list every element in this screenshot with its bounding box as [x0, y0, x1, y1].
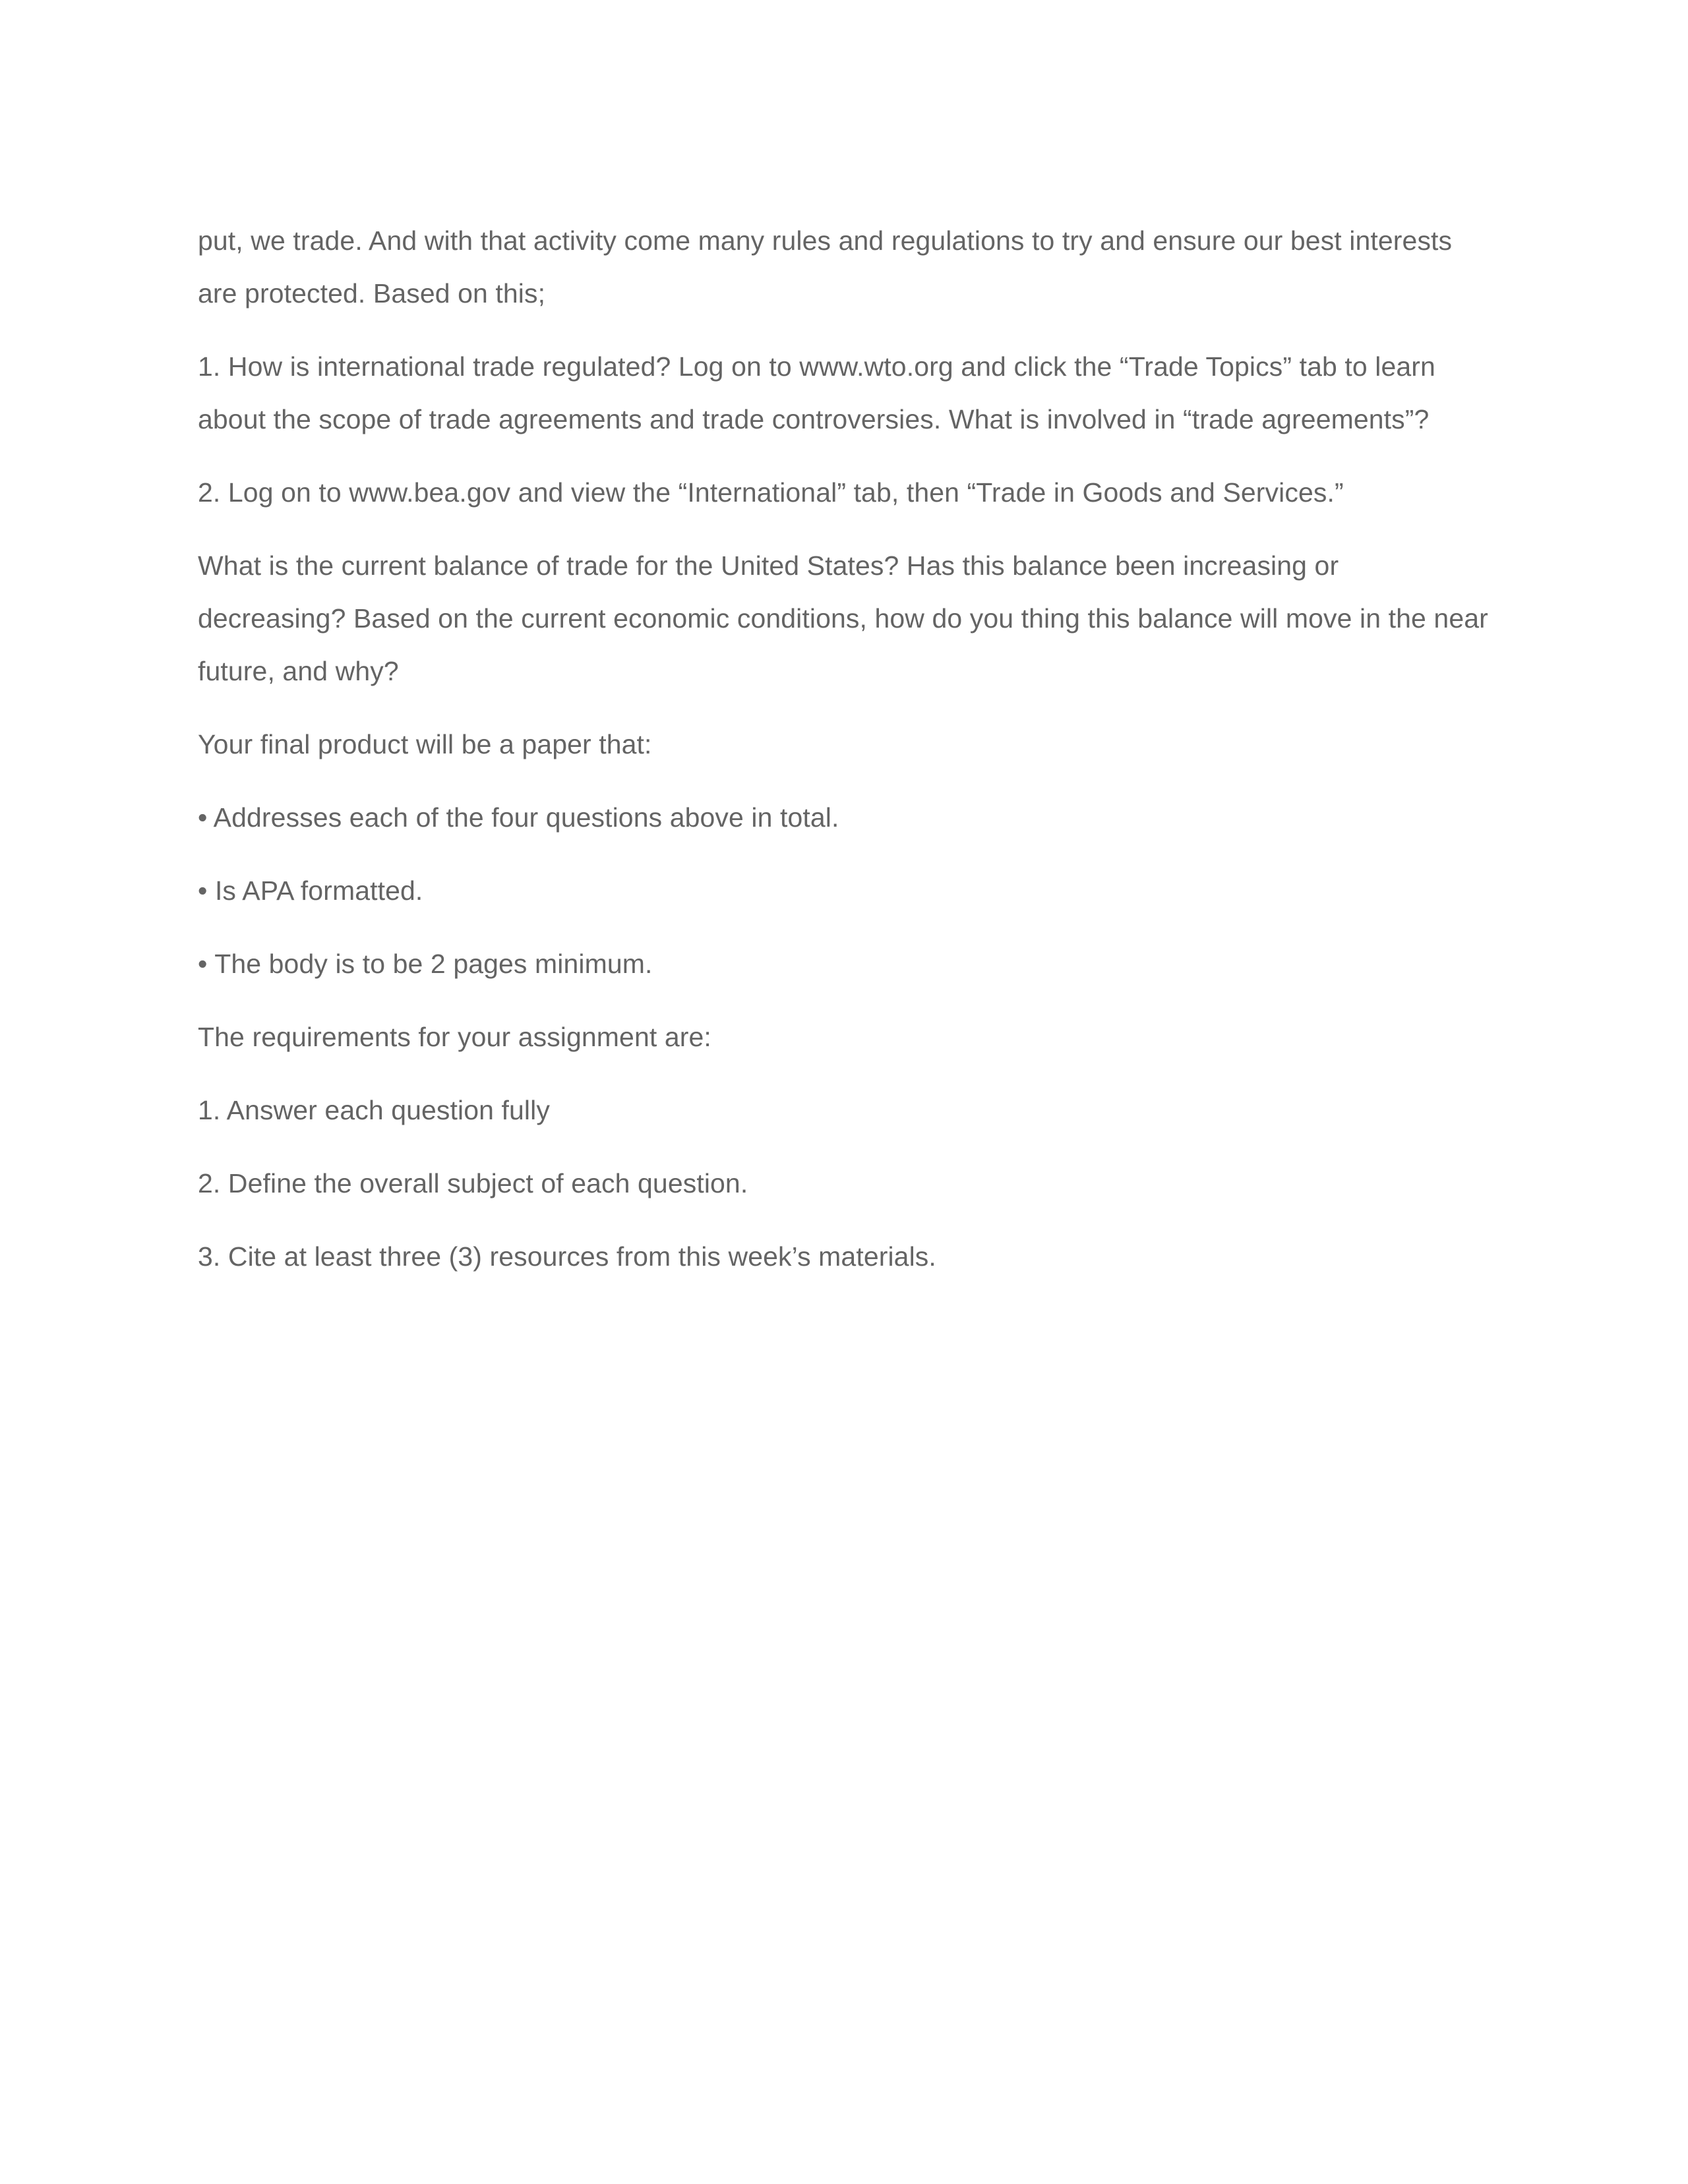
question-1-paragraph: 1. How is international trade regulated? Log on to www.wto.org and click the “Trade Topics” tab to learn about the scope of trade agreements and trade controversies. What is involved in “trade agreements”?: [198, 351, 1435, 434]
requirement-item: 2. Define the overall subject of each question.: [198, 1168, 748, 1198]
balance-of-trade-paragraph: What is the current balance of trade for the United States? Has this balance been increasing or decreasing? Based on the current economic conditions, how do you thing this balance will move in the near future, and why?: [198, 550, 1488, 686]
bullet-item: • Is APA formatted.: [198, 875, 423, 906]
final-product-heading: Your final product will be a paper that:: [198, 729, 652, 759]
requirement-item: 3. Cite at least three (3) resources from this week’s materials.: [198, 1241, 936, 1272]
document-body: [198, 214, 1490, 1303]
requirements-heading: The requirements for your assignment are:: [198, 1022, 711, 1052]
question-2-paragraph: 2. Log on to www.bea.gov and view the “International” tab, then “Trade in Goods and Services.”: [198, 477, 1344, 508]
bullet-item: • Addresses each of the four questions above in total.: [198, 802, 839, 833]
intro-paragraph: put, we trade. And with that activity come many rules and regulations to try and ensure our best interests are protected. Based on this;: [198, 225, 1453, 309]
bullet-item: • The body is to be 2 pages minimum.: [198, 949, 653, 979]
requirement-item: 1. Answer each question fully: [198, 1095, 550, 1125]
